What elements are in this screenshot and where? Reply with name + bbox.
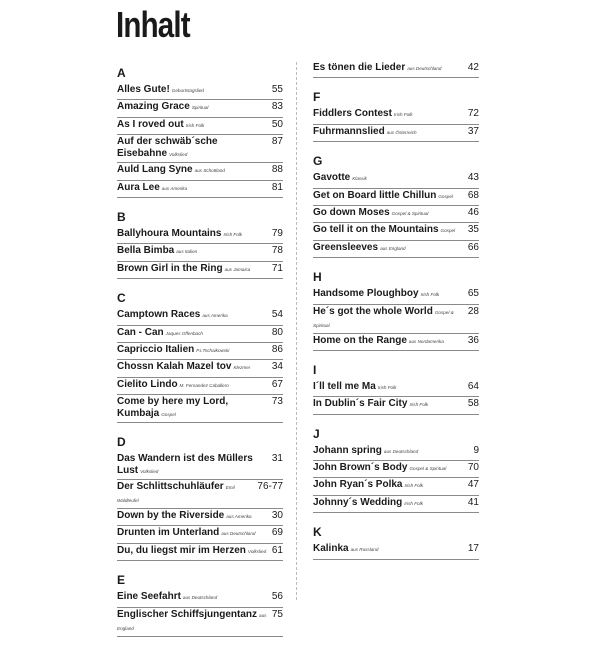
song-origin: Gospel: [438, 193, 453, 199]
entry-text: [117, 119, 269, 132]
entry-text: [313, 288, 465, 301]
song-origin: aus Deutschland: [221, 531, 256, 537]
section-letter: B: [117, 209, 126, 224]
song-title: Aura Lee: [117, 181, 160, 193]
toc-entry[interactable]: [313, 479, 479, 495]
section-B: [117, 210, 283, 279]
song-title: Alles Gute!: [117, 84, 170, 95]
page-number: 41: [467, 496, 479, 508]
toc-entry[interactable]: [313, 62, 479, 78]
entry-text: [117, 453, 269, 478]
entry-text: [313, 62, 465, 75]
entry-text: [117, 84, 269, 97]
song-title: Ballyhoura Mountains: [117, 227, 222, 239]
entry-text: [313, 445, 470, 458]
toc-entry[interactable]: [117, 379, 283, 395]
song-origin: Irish Folk: [377, 384, 397, 390]
toc-entry[interactable]: [313, 288, 479, 304]
page-number: 30: [271, 510, 283, 522]
song-origin: aus Russland: [350, 547, 379, 553]
song-title: I´ll tell me Ma: [313, 380, 376, 392]
page-number: 46: [467, 206, 479, 218]
song-origin: Irish Folk: [420, 292, 440, 298]
song-title: Get on Board little Chillun: [313, 189, 437, 201]
section-letter: C: [117, 291, 126, 306]
song-origin: aus Amerika: [161, 185, 188, 191]
page-number: 81: [271, 181, 283, 193]
toc-entry[interactable]: [313, 335, 479, 351]
song-origin: Gospel: [440, 228, 456, 234]
song-origin: aus Italien: [176, 249, 198, 255]
song-origin: aus Amerika: [226, 514, 252, 520]
entry-text: [117, 545, 269, 558]
entry-text: [117, 510, 269, 523]
page-number: 55: [271, 84, 283, 95]
entry-text: [313, 108, 465, 121]
toc-entry[interactable]: [117, 245, 283, 261]
entry-text: [117, 136, 269, 161]
page-number: 71: [271, 262, 283, 274]
song-origin: Jaques Offenbach: [165, 330, 203, 336]
song-origin: Volkslied: [247, 548, 267, 554]
toc-entry[interactable]: [117, 136, 283, 163]
page-number: 65: [467, 288, 479, 300]
song-title: Go tell it on the Mountains: [313, 224, 439, 236]
toc-entry[interactable]: [313, 398, 479, 414]
page-number: 83: [271, 101, 283, 113]
toc-entry[interactable]: [117, 481, 283, 509]
song-title: Camptown Races: [117, 309, 201, 321]
page-number: 66: [467, 241, 479, 253]
song-origin: Irish Folk: [393, 112, 413, 118]
toc-entry[interactable]: [313, 126, 479, 142]
song-title: Johnny´s Wedding: [313, 496, 403, 508]
toc-entry[interactable]: [313, 242, 479, 258]
entry-text: [313, 497, 465, 510]
song-origin: aus Deutschland: [383, 448, 419, 454]
song-origin: Emil Waldteufel: [117, 485, 235, 504]
song-title: Das Wandern ist des Müllers Lust: [117, 453, 253, 477]
section-continued: [313, 62, 479, 78]
toc-right-column: [313, 62, 479, 572]
page-number: 47: [467, 479, 479, 491]
toc-entry[interactable]: [117, 164, 283, 180]
section-letter: H: [313, 270, 322, 285]
song-origin: Gospel: [161, 412, 176, 418]
toc-entry[interactable]: [117, 182, 283, 198]
entry-text: [313, 172, 465, 185]
page-number: 76-77: [257, 481, 283, 493]
section-letter: A: [117, 66, 126, 80]
toc-entry[interactable]: [117, 510, 283, 526]
section-F: [313, 90, 479, 142]
section-J: [313, 427, 479, 514]
toc-entry[interactable]: [117, 101, 283, 117]
song-title: Can - Can: [117, 326, 164, 338]
song-title: Go down Moses: [313, 206, 390, 218]
page-number: 68: [467, 189, 479, 201]
toc-entry[interactable]: [313, 172, 479, 188]
toc-entry[interactable]: [117, 263, 283, 279]
song-title: Eine Seefahrt: [117, 591, 181, 603]
entry-text: [313, 306, 465, 332]
entry-text: [117, 327, 269, 340]
toc-entry[interactable]: [313, 224, 479, 240]
song-title: He´s got the whole World: [313, 305, 433, 317]
toc-entry[interactable]: [313, 543, 479, 559]
entry-text: [117, 396, 269, 421]
toc-entry[interactable]: [117, 527, 283, 543]
song-origin: Irish Folk: [404, 500, 423, 506]
song-title: Auld Lang Syne: [117, 164, 193, 176]
page-number: 54: [271, 309, 283, 321]
song-origin: Klezmer: [233, 365, 251, 371]
song-origin: aus Österreich: [386, 129, 417, 135]
song-title: Bella Bimba: [117, 245, 175, 257]
entry-text: [313, 335, 465, 348]
section-E: [117, 573, 283, 636]
song-origin: Volkslied: [140, 469, 159, 475]
song-title: Capriccio Italien: [117, 343, 195, 355]
page-number: 9: [473, 444, 479, 456]
entry-text: [117, 361, 269, 374]
song-title: Johann spring: [313, 444, 382, 456]
song-title: Englischer Schiffsjungentanz: [117, 608, 258, 620]
entry-text: [117, 379, 269, 392]
song-title: In Dublin´s Fair City: [313, 398, 408, 410]
entry-text: [117, 182, 269, 195]
song-title: Chossn Kalah Mazel tov: [117, 361, 232, 373]
song-origin: Gospel & Spiritual: [313, 309, 454, 328]
song-origin: Gospel & Spiritual: [409, 466, 447, 472]
entry-text: [313, 207, 465, 220]
page-number: 79: [271, 227, 283, 239]
page-number: 70: [467, 462, 479, 474]
section-A: [117, 66, 283, 198]
song-origin: Irish Folk: [223, 231, 243, 237]
song-origin: P.I.Tschaikowski: [196, 347, 230, 353]
toc-entry[interactable]: [117, 119, 283, 135]
song-origin: Spiritual: [191, 105, 209, 111]
song-title: Cielito Lindo: [117, 378, 178, 390]
page-number: 75: [271, 608, 283, 620]
section-D: [117, 435, 283, 561]
entry-text: [117, 591, 269, 604]
page-number: 58: [467, 398, 479, 410]
page-number: 50: [271, 118, 283, 130]
page-number: 88: [271, 164, 283, 176]
song-title: Fuhrmannslied: [313, 125, 385, 137]
entry-text: [313, 381, 465, 394]
page-number: 78: [271, 245, 283, 257]
page-number: 64: [467, 380, 479, 392]
entry-text: [117, 164, 269, 177]
page-number: 73: [271, 396, 283, 408]
column-divider: [296, 62, 297, 600]
section-H: [313, 270, 479, 351]
song-origin: Irish Folk: [409, 402, 429, 408]
song-title: John Brown´s Body: [313, 462, 408, 474]
song-title: As I roved out: [117, 118, 184, 130]
page-title: Inhalt: [116, 4, 190, 45]
song-origin: aus Schottland: [194, 168, 225, 174]
song-title: Du, du liegst mir im Herzen: [117, 544, 246, 556]
entry-text: [117, 481, 254, 507]
section-I: [313, 363, 479, 415]
song-title: Kalinka: [313, 543, 349, 555]
entry-text: [117, 263, 269, 276]
page-number: 36: [467, 334, 479, 346]
entry-text: [117, 101, 269, 114]
entry-text: [313, 126, 465, 139]
entry-text: [117, 245, 269, 258]
toc-entry[interactable]: [313, 190, 479, 206]
toc-entry[interactable]: [117, 396, 283, 423]
page-number: 80: [271, 326, 283, 338]
toc-entry[interactable]: [313, 306, 479, 334]
song-origin: aus Jamaica: [224, 266, 251, 272]
toc-entry[interactable]: [313, 497, 479, 513]
entry-text: [313, 462, 465, 475]
section-letter: J: [313, 426, 320, 441]
song-title: Greensleeves: [313, 241, 379, 253]
song-origin: Irish Folk: [185, 122, 205, 128]
toc-entry[interactable]: [117, 545, 283, 561]
song-origin: aus Deutschland: [182, 595, 218, 601]
section-letter: G: [313, 154, 323, 169]
section-G: [313, 154, 479, 258]
entry-text: [117, 228, 269, 241]
toc-entry[interactable]: [313, 108, 479, 124]
song-origin: Irish Folk: [404, 483, 424, 489]
toc-entry[interactable]: [117, 591, 283, 607]
section-letter: I: [313, 362, 317, 377]
song-title: Home on the Range: [313, 334, 407, 346]
page-number: 37: [467, 125, 479, 137]
song-title: Drunten im Unterland: [117, 527, 220, 539]
page-number: 87: [271, 136, 283, 148]
page-number: 31: [271, 453, 283, 465]
song-origin: Klassik: [352, 176, 367, 182]
toc-entry[interactable]: [313, 445, 479, 461]
page-number: 17: [467, 543, 479, 555]
entry-text: [117, 527, 269, 540]
toc-entry[interactable]: [117, 309, 283, 325]
entry-text: [117, 609, 269, 635]
song-title: Amazing Grace: [117, 101, 190, 113]
section-K: [313, 525, 479, 559]
toc-entry[interactable]: [117, 344, 283, 360]
song-title: Der Schlittschuhläufer: [117, 481, 224, 493]
entry-text: [313, 398, 465, 411]
song-origin: aus England: [380, 245, 406, 251]
entry-text: [117, 309, 269, 322]
entry-text: [313, 190, 465, 203]
song-origin: M. Fernandez Caballero: [179, 382, 229, 388]
section-letter: E: [117, 573, 126, 588]
song-origin: Gospel & Spiritual: [391, 210, 429, 216]
song-origin: aus Deutschland: [407, 66, 442, 71]
song-title: Come by here my Lord, Kumbaja: [117, 396, 229, 420]
section-letter: F: [313, 90, 321, 105]
page-number: 43: [467, 172, 479, 184]
song-origin: aus Amerika: [202, 313, 228, 319]
page-number: 72: [467, 108, 479, 120]
page-number: 67: [271, 378, 283, 390]
song-origin: aus Nordamerika: [408, 338, 444, 344]
entry-text: [117, 344, 269, 357]
entry-text: [313, 479, 465, 492]
toc-entry[interactable]: [313, 462, 479, 478]
toc-entry[interactable]: [117, 361, 283, 377]
page-number: 42: [467, 62, 479, 73]
toc-entry[interactable]: [117, 327, 283, 343]
page-number: 86: [271, 343, 283, 355]
page-number: 34: [271, 361, 283, 373]
page-number: 61: [271, 544, 283, 556]
toc-entry[interactable]: [117, 84, 283, 100]
song-title: Es tönen die Lieder: [313, 62, 406, 73]
song-origin: aus England: [117, 612, 267, 631]
page-number: 28: [467, 305, 479, 317]
toc-entry[interactable]: [313, 207, 479, 223]
page-number: 56: [271, 591, 283, 603]
page-number: 69: [271, 527, 283, 539]
song-title: John Ryan´s Polka: [313, 479, 403, 491]
entry-text: [313, 224, 465, 237]
song-title: Auf der schwäb´sche Eisebahne: [117, 136, 218, 160]
toc-left-column: [117, 66, 283, 649]
toc-entry[interactable]: [117, 453, 283, 480]
toc-entry[interactable]: [313, 381, 479, 397]
entry-text: [313, 242, 465, 255]
song-origin: Volkslied: [169, 152, 188, 158]
section-letter: K: [313, 525, 322, 540]
song-title: Down by the Riverside: [117, 510, 225, 522]
song-origin: Geburtstagslied: [171, 88, 204, 93]
page-number: 35: [467, 224, 479, 236]
song-title: Brown Girl in the Ring: [117, 262, 223, 274]
song-title: Gavotte: [313, 172, 351, 184]
song-title: Handsome Ploughboy: [313, 288, 419, 300]
toc-entry[interactable]: [117, 228, 283, 244]
section-letter: D: [117, 435, 126, 450]
section-C: [117, 291, 283, 423]
toc-entry[interactable]: [117, 609, 283, 637]
entry-text: [313, 543, 465, 556]
song-title: Fiddlers Contest: [313, 108, 392, 120]
